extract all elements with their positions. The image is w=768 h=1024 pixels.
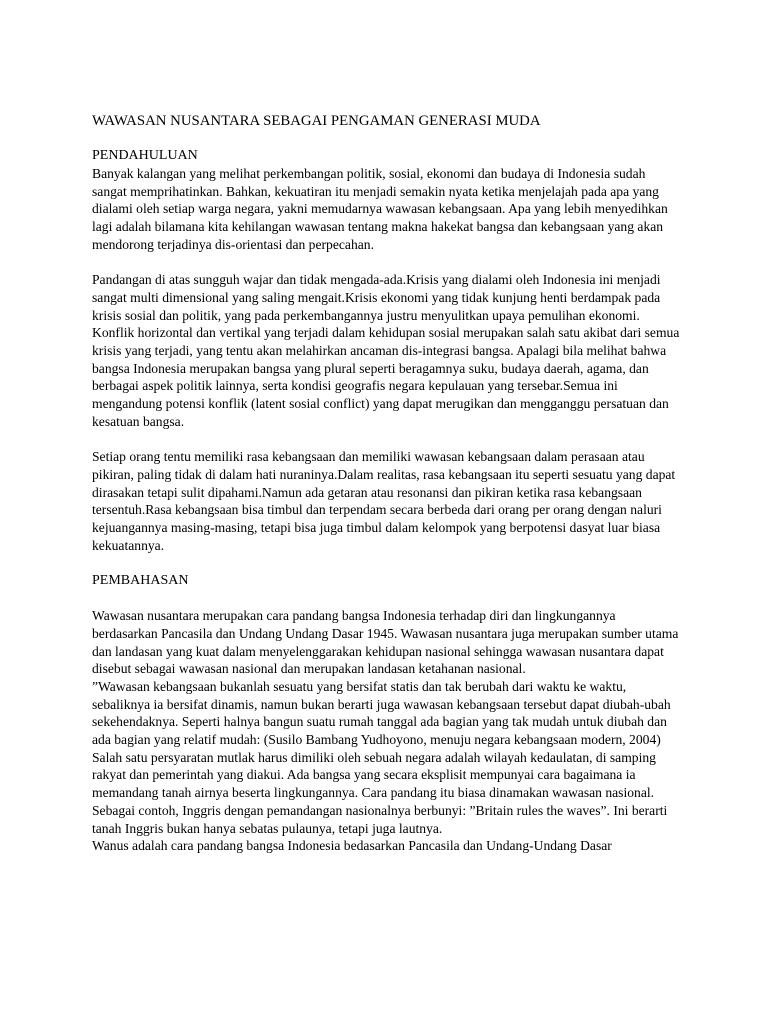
document-page <box>92 112 682 855</box>
paragraph-spacer <box>92 254 682 272</box>
heading-pembahasan: PEMBAHASAN <box>92 573 189 589</box>
paragraph-pendahuluan-1: Banyak kalangan yang melihat perkembangan politik, sosial, ekonomi dan budaya di Indonesia sudah sangat memprihatinkan. Bahkan, kekuatiran itu menjadi semakin nyata ketika menjelajah pada apa yang dialami oleh setiap warga negara, yakni memudarnya wawasan kebangsaan. Apa yang lebih menyedihkan lagi adalah bilamana kita kehilangan wawasan tentang makna hakekat bangsa dan kebangsaan yang akan mendorong terjadinya dis-orientasi dan perpecahan. <box>92 166 668 252</box>
heading-pendahuluan: PENDAHULUAN <box>92 148 198 163</box>
paragraph-pembahasan-3: Salah satu persyaratan mutlak harus dimiliki oleh sebuah negara adalah wilayah kedaulatan, di samping rakyat dan pemerintah yang diakui. Ada bangsa yang secara eksplisit mempunyai cara bagaimana ia memandang tanah airnya beserta lingkungannya. Cara pandang itu biasa dinamakan wawasan nasional. Sebagai contoh, Inggris dengan pemandangan nasionalnya berbunyi: ”Britain rules the waves”. Ini berarti tanah Inggris bukan hanya sebatas pulaunya, tetapi juga lautnya. <box>92 749 668 836</box>
paragraph-pendahuluan-2: Pandangan di atas sungguh wajar dan tidak mengada-ada.Krisis yang dialami oleh Indonesia ini menjadi sangat multi dimensional yang saling mengait.Krisis ekonomi yang tidak kunjung henti berdampak pada krisis sosial dan politik, yang pada perkembangannya justru menyulitkan upaya pemulihan ekonomi. Konflik horizontal dan vertikal yang terjadi dalam kehidupan sosial merupakan salah satu akibat dari semua krisis yang terjadi, yang tentu akan melahirkan ancaman dis-integrasi bangsa. Apalagi bila melihat bahwa bangsa Indonesia merupakan bangsa yang plural seperti beragamnya suku, budaya daerah, agama, dan berbagai aspek politik lainnya, serta kondisi geografis negara kepulauan yang tersebar.Semua ini mengandung potensi konflik (latent sosial conflict) yang dapat merugikan dan mengganggu persatuan dan kesatuan bangsa. <box>92 272 680 429</box>
heading-spacer <box>92 590 682 607</box>
paragraph-pendahuluan-3: Setiap orang tentu memiliki rasa kebangsaan dan memiliki wawasan kebangsaan dalam perasaan atau pikiran, paling tidak di dalam hati nuraninya.Dalam realitas, rasa kebangsaan itu seperti sesuatu yang dapat dirasakan tetapi sulit dipahami.Namun ada getaran atau resonansi dan pikiran ketika rasa kebangsaan tersentuh.Rasa kebangsaan bisa timbul dan terpendam secara berbeda dari orang per orang dengan naluri kejuangannya masing-masing, tetapi bisa juga timbul dalam kelompok yang berpotensi dasyat luar biasa kekuatannya. <box>92 449 676 553</box>
paragraph-spacer <box>92 431 682 449</box>
paragraph-spacer <box>92 554 682 572</box>
paragraph-pembahasan-2: ”Wawasan kebangsaan bukanlah sesuatu yang bersifat statis dan tak berubah dari waktu ke waktu, sebaliknya ia bersifat dinamis, namun bukan berarti juga wawasan kebangsaan tersebut dapat diubah-ubah sekehendaknya. Seperti halnya bangun suatu rumah tanggal ada bagian yang tak mudah untuk diubah dan ada bagian yang relatif mudah: (Susilo Bambang Yudhoyono, menuju negara kebangsaan modern, 2004) <box>92 678 671 748</box>
paragraph-pembahasan-4: Wanus adalah cara pandang bangsa Indonesia bedasarkan Pancasila dan Undang-Undang Dasar <box>92 838 612 854</box>
paragraph-pembahasan-1: Wawasan nusantara merupakan cara pandang bangsa Indonesia terhadap diri dan lingkungannya berdasarkan Pancasila dan Undang Undang Dasar 1945. Wawasan nusantara juga merupakan sumber utama dan landasan yang kuat dalam menyelenggarakan kehidupan nasional sehingga wawasan nusantara dapat disebut sebagai wawasan nasional dan merupakan landasan ketahanan nasional. <box>92 608 679 677</box>
document-title: WAWASAN NUSANTARA SEBAGAI PENGAMAN GENERASI MUDA <box>92 113 541 129</box>
